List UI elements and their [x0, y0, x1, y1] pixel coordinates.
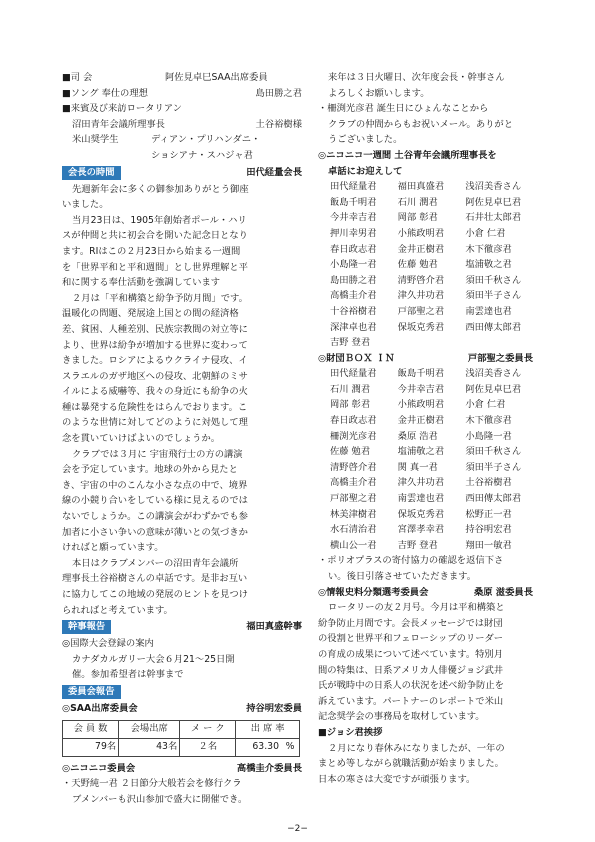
text-line: 氏が戦時中の日系人の状況を述べ紛争防止を	[318, 680, 504, 692]
text-line: 記念奨学会の事務局を取材しています。	[318, 711, 485, 723]
member-name: 小倉 仁君	[465, 399, 506, 411]
text-line: に協力してこの地域の発展のヒントを見つけ	[62, 589, 248, 600]
text-line: の役割と世界平和フェローシップのリーダー	[318, 633, 504, 645]
carryover-line: 来年は３日火曜日、次年度会長・幹事さん	[328, 72, 505, 83]
table-header: 会場出席	[119, 720, 180, 738]
president-tag: 会長の時間	[62, 166, 121, 180]
convention-line: 催。参加希望者は幹事まで	[72, 669, 184, 681]
text-line: を「世界平和と平和週間」とし世界理解と平	[62, 261, 248, 273]
text-line: 理事長土谷裕樹さんの卓話です。是非お互い	[62, 573, 248, 585]
member-name	[398, 335, 466, 351]
table-cell: 43名	[119, 738, 180, 756]
box-note: ・ポリオプラスの寄付協力の確認を返信下さ	[318, 555, 504, 567]
text-line: 種は暴発する危険性をはらんでおります。こ	[62, 401, 248, 413]
member-name: 宮澤孝幸君	[397, 524, 445, 536]
mc-row	[62, 70, 302, 86]
carryover-line: クラブの仲間からもお祝いメール。ありがと	[328, 118, 514, 130]
saa-title: ◎SAA出席委員会	[62, 702, 138, 714]
member-name: 阿佐見卓巳君	[465, 196, 522, 208]
guest-row	[62, 117, 302, 133]
member-name: 石川 潤君	[330, 383, 371, 395]
member-name: 小島隆一君	[330, 259, 377, 271]
member-name: 佐藤 勉君	[330, 446, 371, 458]
song-label: ■ソング 奉仕の理想	[62, 87, 148, 99]
text-line: 間の特集は、日系アメリカ人俳優ジョジ武井	[318, 664, 504, 676]
member-name: 木下徹彦君	[465, 415, 512, 427]
member-name: 清野啓介君	[397, 274, 445, 286]
committee-tag: 委員会報告	[62, 685, 121, 699]
nikoniko-week-title: ◎ニコニコ一週間 土谷青年会議所理事長を	[318, 149, 497, 161]
convention-line: カナダカルガリー大会６月21〜25日開	[72, 653, 235, 665]
guest-name: 土谷裕樹様	[255, 118, 302, 130]
text-line: 線の小競り合いをしている様に見えるのでは	[62, 495, 248, 507]
member-name: 小熊政明君	[397, 227, 445, 239]
text-line: 差、貧困、人種差別、民族宗教間の対立等に	[62, 323, 248, 335]
nikoniko-chair: 高橋圭介委員長	[236, 762, 302, 774]
right-column	[318, 70, 533, 787]
text-line: き、宇宙の中のこんな小さな点の中で、境界	[62, 479, 248, 491]
member-name: 塩浦敬之君	[397, 446, 445, 458]
member-name: 須田半子さん	[465, 290, 522, 302]
member-name: 水石清治君	[330, 524, 377, 536]
president-section-header	[62, 165, 302, 181]
member-name: 林美津樹君	[330, 508, 377, 520]
member-name: 戸部聖之君	[397, 305, 445, 317]
member-name: 今井幸吉君	[330, 212, 377, 224]
text-line: 加者に小さい争いの意味が薄いとの気づきか	[62, 526, 248, 538]
text-line: 念を貫いていけばよいのでしょうか。	[62, 433, 221, 445]
member-name: 桑原 浩君	[397, 430, 438, 442]
member-name: 飯島千明君	[397, 368, 445, 380]
text-line: きました。ロシアによるウクライナ侵攻、イ	[62, 355, 248, 367]
secretary-tag: 幹事報告	[62, 620, 111, 634]
nikoniko-line: ブメンバーも沢山参加で盛大に開催でき。	[72, 793, 248, 805]
guest-role: 沼田青年会議所理事長	[72, 118, 165, 130]
member-name: 保坂克秀君	[397, 321, 445, 333]
mc-label: ■司 会	[62, 72, 93, 83]
box-heading	[318, 351, 533, 367]
song-row	[62, 86, 302, 102]
guest-role: 米山奨学生	[72, 134, 119, 146]
table-cell: %	[281, 738, 300, 756]
carryover-line: よろしくお願いします。	[328, 87, 430, 99]
member-name: 持谷明宏君	[465, 524, 512, 536]
member-name: 西田傳太郎君	[465, 493, 522, 505]
member-name: 小倉 仁君	[465, 227, 506, 239]
box-title: ◎財団ＢＯＸ ＩＮ	[318, 352, 395, 364]
text-line: ます。RIはこの２月23日から始まる一週間	[62, 245, 241, 257]
mc-value: 阿佐見卓巳SAA出席委員	[164, 72, 268, 83]
info-heading	[318, 585, 533, 601]
member-name: 西田傳太郎君	[465, 321, 522, 333]
nikoniko-name-list	[318, 179, 533, 351]
text-line: ２月は「平和構築と紛争予防月間」です。	[72, 292, 248, 304]
info-report	[318, 600, 533, 725]
text-line: られればと考えています。	[62, 604, 173, 616]
member-name: 柵渕光彦君	[330, 430, 377, 442]
info-title: ◎情報史料分類選考委員会	[318, 586, 429, 598]
box-name-list	[318, 366, 533, 553]
text-line: 日本の寒さは大変ですが頑張ります。	[318, 773, 476, 785]
text-line: 本日はクラブメンバーの沼田青年会議所	[72, 557, 239, 569]
left-column	[62, 70, 302, 807]
member-name: 翔田一敏君	[465, 539, 512, 551]
member-name: 浅沼美香さん	[465, 368, 522, 380]
text-line: 紛争防止月間です。会長メッセージでは財団	[318, 617, 503, 629]
member-name: 石川 潤君	[397, 196, 438, 208]
nikoniko-week-title: 卓話にお迎えして	[328, 165, 403, 177]
table-header: 会 員 数	[63, 720, 119, 738]
text-line: スラエルのガザ地区への侵攻、北朝鮮のミサ	[62, 370, 248, 382]
member-name: 土谷裕樹君	[465, 477, 512, 489]
text-line: クラブでは３月に 宇宙飛行士の方の講演	[72, 448, 243, 460]
member-name: 石井壮太郎君	[465, 212, 522, 224]
member-name: 松野正一君	[465, 508, 512, 520]
member-name: 吉野 登君	[330, 337, 371, 349]
member-name: 春日政志君	[330, 243, 377, 255]
text-line: ロータリーの友２月号。今月は平和構築と	[328, 602, 505, 614]
member-name: 清野啓介君	[330, 461, 377, 473]
saa-member: 持谷明宏委員	[246, 702, 302, 714]
member-name: 深津卓也君	[330, 321, 377, 333]
member-name: 南雲達也君	[397, 493, 445, 505]
text-line: 会を予定しています。地球の外から見たと	[62, 464, 238, 476]
table-cell: ２名	[180, 738, 236, 756]
text-line: 当月23日は、1905年創始者ポール・ハリ	[72, 214, 247, 226]
greeting-message	[318, 741, 533, 788]
page-number: −2−	[287, 824, 308, 834]
carryover-line: ・柵渕光彦君 誕生日にひょんなことから	[318, 103, 489, 115]
member-name: 須田千秋さん	[465, 274, 522, 286]
guest-name: ショシアナ・スハジャ君	[150, 149, 253, 161]
member-name: 関 真一君	[397, 461, 438, 473]
text-line: の育成の成果について述べています。特別月	[318, 648, 504, 660]
member-name: 押川幸男君	[330, 227, 377, 239]
text-line: 訴えています。パートナーのレポートで米山	[318, 695, 504, 707]
song-value: 島田勝之君	[255, 87, 302, 99]
member-name: 十谷裕樹君	[330, 305, 377, 317]
member-name: 田代経量君	[330, 181, 377, 193]
guest-name: ディアン・プリハンダニ・	[150, 134, 261, 146]
text-line: イルによる威嚇等、我々の身近にも紛争の火	[62, 386, 248, 398]
table-header: メ ー ク	[180, 720, 236, 738]
member-name: 津久井功君	[397, 477, 445, 489]
text-line: まとめ等しながら就職活動が始まりました。	[318, 758, 504, 770]
member-name: 福田真盛君	[397, 181, 445, 193]
member-name: 横山公一君	[330, 539, 377, 551]
text-line: より、世界は紛争が増加する世界に変わって	[62, 339, 248, 351]
text-line: ければと願っています。	[62, 542, 164, 554]
member-name: 津久井功君	[397, 290, 445, 302]
guests-heading: ■来賓及び来訪ロータリアン	[62, 103, 182, 115]
nikoniko-line: ・天野純一君 ２日節分大般若会を修行クラ	[62, 778, 242, 790]
text-line: のような世情に対してどのように対処して理	[62, 417, 248, 429]
member-name: 金井正樹君	[397, 415, 445, 427]
member-name: 高橋圭介君	[330, 290, 377, 302]
member-name: 南雲達也君	[465, 305, 512, 317]
member-name: 春日政志君	[330, 415, 377, 427]
table-cell: 79名	[63, 738, 119, 756]
text-line: 温暖化の問題、発展途上国との間の経済格	[62, 308, 239, 320]
member-name: 飯島千明君	[330, 196, 377, 208]
convention-heading: ◎国際大会登録の案内	[62, 638, 154, 650]
guest-row	[62, 132, 302, 148]
saa-heading	[62, 701, 302, 717]
text-line: 先週新年会に多くの御参加ありがとう御座	[72, 183, 249, 195]
member-name: 戸部聖之君	[330, 493, 377, 505]
member-name: 吉野 登君	[397, 539, 438, 551]
member-name: 小熊政明君	[397, 399, 445, 411]
text-line: ２月になり春休みになりましたが、一年の	[328, 742, 505, 754]
member-name: 田代経量君	[330, 368, 377, 380]
member-name: 保坂克秀君	[397, 508, 445, 520]
info-chair: 桑原 滋委員長	[473, 586, 533, 598]
guest-row	[62, 148, 302, 164]
member-name: 佐藤 勉君	[397, 259, 438, 271]
box-chair: 戸部聖之委員長	[467, 352, 533, 364]
attendance-table	[62, 720, 300, 757]
nikoniko-heading	[62, 761, 302, 777]
secretary-name: 福田真盛幹事	[246, 621, 302, 633]
member-name: 岡部 彰君	[397, 212, 438, 224]
table-row	[63, 738, 300, 756]
president-name: 田代経量会長	[246, 166, 302, 178]
member-name: 阿佐見卓巳君	[465, 383, 522, 395]
member-name: 塩浦敬之君	[465, 259, 512, 271]
text-line: ないでしょうか。この講演会がわずかでも参	[62, 511, 248, 523]
member-name: 金井正樹君	[397, 243, 445, 255]
greeting-title: ■ジョシ君挨拶	[318, 726, 383, 738]
table-header-row	[63, 720, 300, 738]
member-name: 木下徹彦君	[465, 243, 512, 255]
member-name	[465, 335, 533, 351]
secretary-section-header	[62, 619, 302, 635]
table-cell: 63.30	[236, 738, 281, 756]
table-header: 出 席 率	[236, 720, 300, 738]
committee-section-header	[62, 684, 302, 700]
carryover-line: うございました。	[328, 134, 403, 146]
member-name: 島田勝之君	[330, 274, 377, 286]
member-name: 今井幸吉君	[397, 383, 445, 395]
text-line: いました。	[62, 199, 109, 211]
member-name: 小島隆一君	[465, 430, 512, 442]
nikoniko-title: ◎ニコニコ委員会	[62, 762, 136, 774]
member-name: 岡部 彰君	[330, 399, 371, 411]
text-line: 和に関する奉仕活動を強調しています	[62, 277, 221, 289]
president-message	[62, 182, 302, 619]
box-note: い。後日引落させていただきます。	[328, 571, 477, 582]
member-name: 須田半子さん	[465, 461, 522, 473]
member-name: 須田千秋さん	[465, 446, 522, 458]
member-name: 高橋圭介君	[330, 477, 377, 489]
text-line: スが仲間と共に初会合を開いた記念日となり	[62, 230, 248, 242]
member-name: 浅沼美香さん	[465, 181, 522, 193]
